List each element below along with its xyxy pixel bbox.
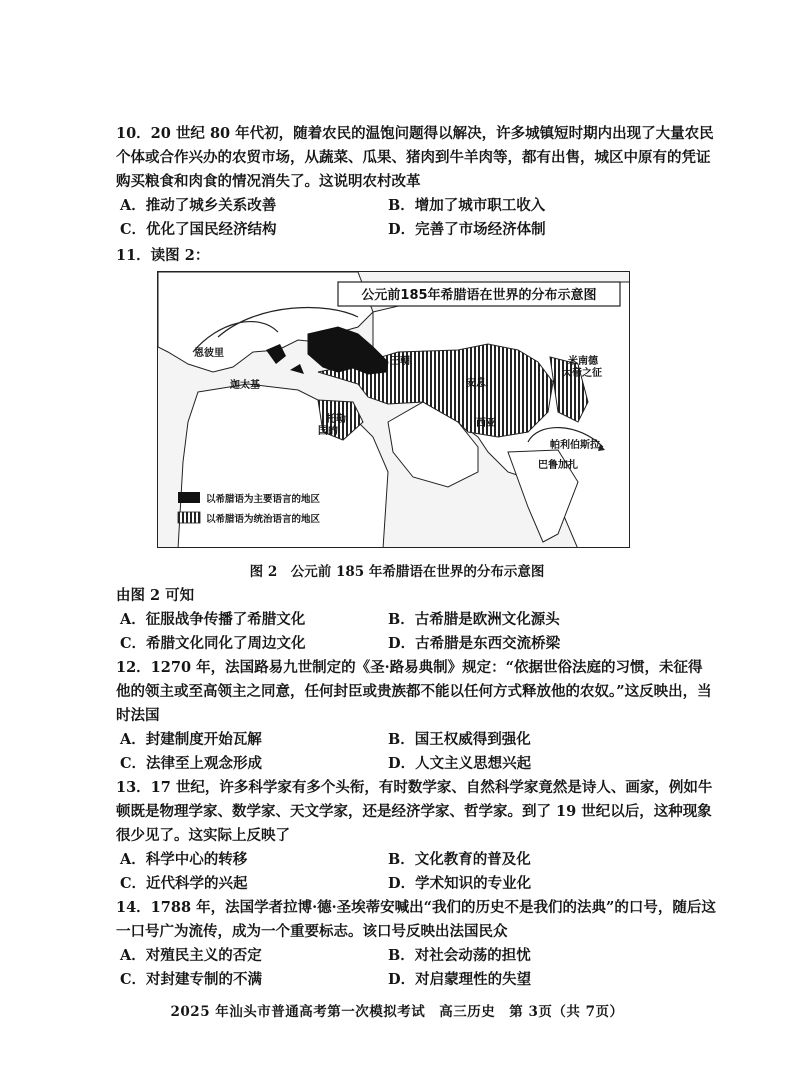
question-12 xyxy=(116,656,716,776)
map-label-west-asia: 西亚 xyxy=(476,418,496,429)
question-14-option-a[interactable]: A．对殖民主义的否定 xyxy=(120,947,262,964)
legend-main-language: 以希腊语为主要语言的地区 xyxy=(206,494,321,505)
question-10-stem: 10．20 世纪 80 年代初，随着农民的温饱问题得以解决，许多城镇短时期内出现了大量农民个体或合作兴办的农贸市场，从蔬菜、瓜果、猪肉到牛羊肉等，都有出售，城区中原有的凭证购买粮食和肉食的情况消失了。这说明农村改革 xyxy=(116,125,714,190)
map-label-emporion: 恩彼里 xyxy=(194,348,224,359)
map-title: 公元前185年希腊语在世界的分布示意图 xyxy=(361,288,597,303)
question-14-stem: 14．1788 年，法国学者拉博·德·圣埃蒂安喊出“我们的历史不是我们的法典”的口号，随后这一口号广为流传，成为一个重要标志。该口号反映出法国民众 xyxy=(116,899,716,940)
question-10-option-b[interactable]: B．增加了城市职工收入 xyxy=(388,197,546,214)
question-11-option-b[interactable]: B．古希腊是欧洲文化源头 xyxy=(388,611,560,628)
map-label-barygaza: 巴鲁加扎 xyxy=(538,460,578,471)
question-12-option-b[interactable]: B．国王权威得到强化 xyxy=(388,731,531,748)
question-13-options xyxy=(116,848,716,896)
question-10 xyxy=(116,122,716,242)
question-14-options xyxy=(116,944,716,992)
question-11-body xyxy=(116,584,716,656)
question-13-option-b[interactable]: B．文化教育的普及化 xyxy=(388,851,531,868)
question-10-option-c[interactable]: C．优化了国民经济结构 xyxy=(120,221,277,238)
greek-language-map xyxy=(157,271,630,548)
question-11-options xyxy=(116,608,716,656)
figure-caption: 图 2 公元前 185 年希腊语在世界的分布示意图 xyxy=(249,564,545,580)
legend-hatch-swatch xyxy=(178,512,200,523)
legend-ruling-language: 以希腊语为统治语言的地区 xyxy=(206,514,321,525)
question-11-option-c[interactable]: C．希腊文化同化了周边文化 xyxy=(120,635,306,652)
question-11-stem: 11．读图 2： xyxy=(116,247,210,264)
question-12-option-a[interactable]: A．封建制度开始瓦解 xyxy=(120,731,262,748)
question-10-options xyxy=(116,194,716,242)
question-12-option-d[interactable]: D．人文主义思想兴起 xyxy=(388,755,532,772)
map-label-kingdom: 国的 xyxy=(318,426,338,437)
map-label-pataliputra: 帕利伯斯拉 xyxy=(550,440,600,451)
question-11 xyxy=(116,244,716,268)
question-11-option-a[interactable]: A．征服战争传播了希腊文化 xyxy=(120,611,306,628)
map-label-campaign: 大帝之征 xyxy=(562,368,602,379)
question-14-option-d[interactable]: D．对启蒙理性的失望 xyxy=(388,971,532,988)
question-12-options xyxy=(116,728,716,776)
question-10-option-a[interactable]: A．推动了城乡关系改善 xyxy=(120,197,277,214)
question-14-option-c[interactable]: C．对封建专制的不满 xyxy=(120,971,263,988)
question-14-option-b[interactable]: B．对社会动荡的担忧 xyxy=(388,947,531,964)
page-footer: 2025 年汕头市普通高考第一次模拟考试 高三历史 第 3页（共 7页） xyxy=(170,1004,624,1020)
map-label-carthage: 迦太基 xyxy=(230,380,260,391)
legend-solid-swatch xyxy=(178,492,200,503)
question-13-option-a[interactable]: A．科学中心的转移 xyxy=(120,851,248,868)
question-13-option-c[interactable]: C．近代科学的兴起 xyxy=(120,875,248,892)
question-11-option-d[interactable]: D．古希腊是东西交流桥梁 xyxy=(388,635,561,652)
question-13 xyxy=(116,776,716,896)
question-12-stem: 12．1270 年，法国路易九世制定的《圣·路易典制》规定：“依据世俗法庭的习惯，未征得他的领主或至高领主之同意，任何封臣或贵族都不能以任何方式释放他的农奴。”这反映出，当时法国 xyxy=(116,659,712,724)
question-14 xyxy=(116,896,716,992)
map-label-menander: 米南德 xyxy=(568,356,598,367)
question-12-option-c[interactable]: C．法律至上观念形成 xyxy=(120,755,263,772)
map-label-ptolemy: 托勒 xyxy=(326,414,346,425)
question-13-option-d[interactable]: D．学术知识的专业化 xyxy=(388,875,532,892)
question-13-stem: 13．17 世纪，许多科学家有多个头衔，有时数学家、自然科学家竟然是诗人、画家，例如牛顿既是物理学家、数学家、天文学家，还是经济学家、哲学家。到了 19 世纪以后，这种现象很少见了。这实际上反映了 xyxy=(116,779,713,844)
question-10-option-d[interactable]: D．完善了市场经济体制 xyxy=(388,221,546,238)
map-graphic xyxy=(158,272,630,548)
question-11-lead: 由图 2 可知 xyxy=(116,587,195,604)
map-label-parthia: 安息 xyxy=(466,378,486,389)
map-label-dynasty: 王朝 xyxy=(390,356,410,367)
